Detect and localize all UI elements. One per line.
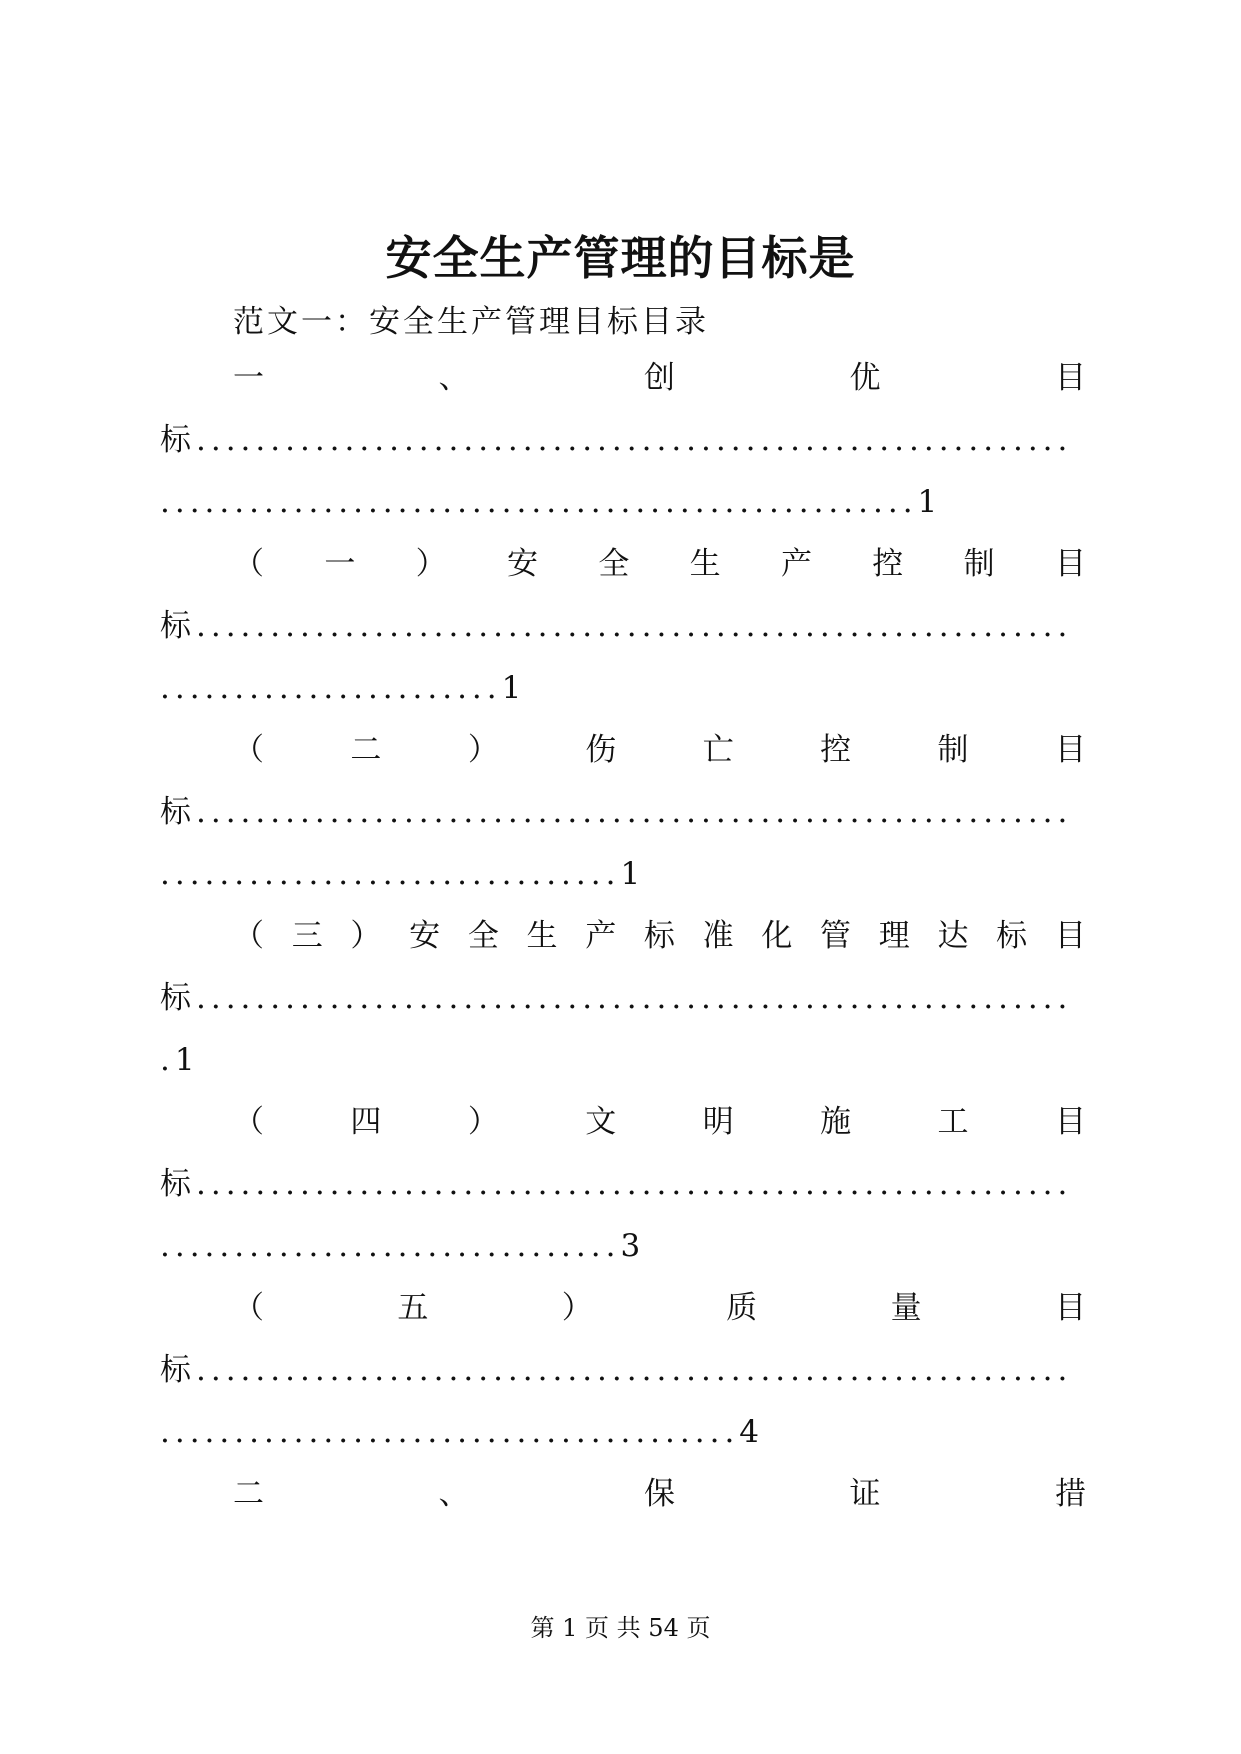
heading-char: 生 <box>526 918 558 954</box>
toc-page-number-line: ...............................1 <box>160 856 646 892</box>
heading-char: 全 <box>467 918 499 954</box>
heading-char: ） <box>467 1104 499 1140</box>
heading-char: 一 <box>324 546 356 582</box>
heading-char: 创 <box>644 360 675 396</box>
heading-char: 明 <box>702 1104 734 1140</box>
page-footer: 第 1 页 共 54 页 <box>530 1614 711 1642</box>
heading-char: 产 <box>780 546 812 582</box>
heading-char: 目 <box>1054 918 1086 954</box>
toc-entry-heading <box>233 1099 1086 1145</box>
heading-char: 优 <box>849 360 881 396</box>
heading-char: 安 <box>506 546 538 582</box>
heading-char: ） <box>561 1290 593 1326</box>
heading-char: 、 <box>438 360 470 396</box>
heading-char: （ <box>233 732 264 768</box>
heading-char: 量 <box>890 1290 922 1326</box>
heading-char: 措 <box>1055 1476 1086 1512</box>
heading-char: 化 <box>761 918 793 954</box>
heading-char: 制 <box>963 546 995 582</box>
document-title: 安全生产管理的目标是 <box>385 231 856 285</box>
toc-page-number-line: ...................................................1 <box>160 484 943 520</box>
heading-char: （ <box>233 546 264 582</box>
heading-char: 保 <box>644 1476 675 1512</box>
toc-entry-heading <box>233 727 1086 773</box>
heading-char: 生 <box>689 546 721 582</box>
heading-char: 准 <box>702 918 734 954</box>
heading-char: （ <box>233 918 264 954</box>
heading-char: 目 <box>1054 1104 1086 1140</box>
heading-char: 伤 <box>585 732 617 768</box>
toc-entry-heading <box>233 1471 1086 1517</box>
heading-char: 、 <box>438 1476 470 1512</box>
toc-entry-heading <box>233 355 1086 401</box>
heading-char: 质 <box>726 1290 758 1326</box>
heading-char: 证 <box>849 1476 881 1512</box>
document-subtitle: 范文一：安全生产管理目标目录 <box>233 304 709 340</box>
heading-char: ） <box>415 546 447 582</box>
heading-char: 三 <box>291 918 323 954</box>
heading-char: 标 <box>996 918 1028 954</box>
heading-char: 目 <box>1055 360 1086 396</box>
heading-char: ） <box>350 918 382 954</box>
heading-char: 达 <box>937 918 969 954</box>
heading-char: ） <box>467 732 499 768</box>
heading-char: 一 <box>233 360 264 396</box>
heading-char: 控 <box>820 732 852 768</box>
heading-char: 亡 <box>702 732 734 768</box>
heading-char: 四 <box>350 1104 382 1140</box>
toc-entry-heading <box>233 913 1086 959</box>
heading-char: 标 <box>643 918 675 954</box>
heading-char: 目 <box>1054 732 1086 768</box>
heading-char: 文 <box>585 1104 617 1140</box>
heading-char: （ <box>233 1290 264 1326</box>
heading-char: 安 <box>409 918 441 954</box>
toc-page-number-line: ...............................3 <box>160 1228 646 1264</box>
heading-char: 二 <box>233 1476 264 1512</box>
toc-dotted-leader: 标........................................................... <box>160 1352 1073 1388</box>
heading-char: 理 <box>878 918 910 954</box>
heading-char: 五 <box>397 1290 429 1326</box>
toc-page-number-line: .......................1 <box>160 670 527 706</box>
heading-char: 工 <box>937 1104 969 1140</box>
heading-char: （ <box>233 1104 264 1140</box>
heading-char: 控 <box>872 546 904 582</box>
toc-page-number-line: .......................................4 <box>160 1414 765 1450</box>
toc-dotted-leader: 标........................................................... <box>160 980 1073 1016</box>
toc-entry-heading <box>233 541 1086 587</box>
heading-char: 施 <box>820 1104 852 1140</box>
toc-dotted-leader: 标........................................................... <box>160 422 1073 458</box>
heading-char: 管 <box>820 918 852 954</box>
heading-char: 二 <box>350 732 382 768</box>
heading-char: 目 <box>1054 1290 1086 1326</box>
toc-page-number-line: .1 <box>160 1042 200 1078</box>
heading-char: 制 <box>937 732 969 768</box>
heading-char: 全 <box>598 546 630 582</box>
toc-entry-heading <box>233 1285 1086 1331</box>
toc-dotted-leader: 标........................................................... <box>160 794 1073 830</box>
heading-char: 产 <box>585 918 617 954</box>
toc-dotted-leader: 标........................................................... <box>160 608 1073 644</box>
heading-char: 目 <box>1054 546 1086 582</box>
toc-dotted-leader: 标........................................................... <box>160 1166 1073 1202</box>
